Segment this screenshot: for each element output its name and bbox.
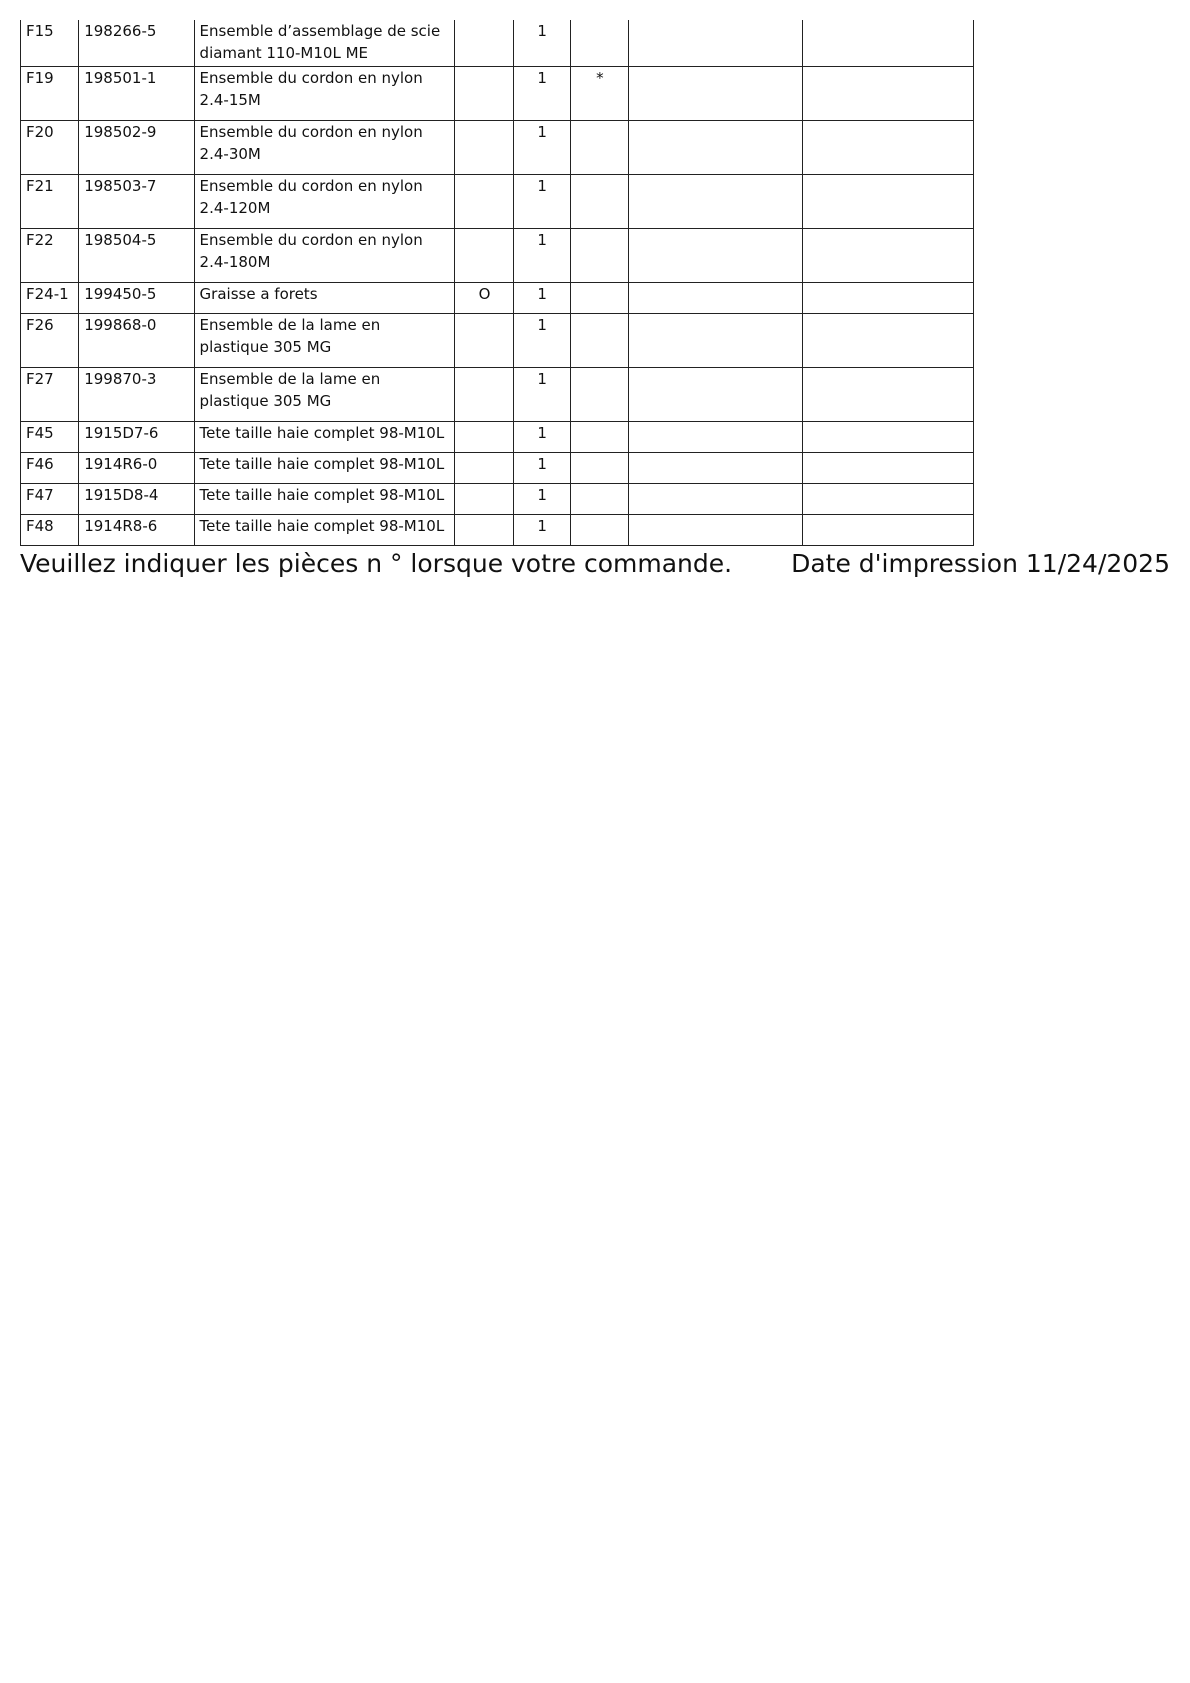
blank-cell (802, 175, 973, 229)
blank-cell (628, 422, 802, 453)
description: Ensemble du cordon en nylon 2.4-180M (194, 229, 455, 283)
blank-cell (802, 20, 973, 67)
description: Tete taille haie complet 98-M10L (194, 422, 455, 453)
print-date: Date d'impression 11/24/2025 (791, 549, 1170, 578)
table-row (21, 283, 974, 314)
description: Ensemble de la lame en plastique 305 MG (194, 368, 455, 422)
note-mark (570, 20, 628, 67)
item-number: F15 (21, 20, 79, 67)
quantity: 1 (513, 283, 570, 314)
quantity: 1 (513, 368, 570, 422)
note-mark (570, 422, 628, 453)
description: Ensemble du cordon en nylon 2.4-30M (194, 121, 455, 175)
quantity: 1 (513, 422, 570, 453)
item-number: F20 (21, 121, 79, 175)
blank-cell (802, 484, 973, 515)
description: Tete taille haie complet 98-M10L (194, 484, 455, 515)
note-mark (570, 368, 628, 422)
blank-cell (802, 229, 973, 283)
item-number: F24-1 (21, 283, 79, 314)
blank-cell (802, 314, 973, 368)
option-mark (455, 229, 513, 283)
part-number: 199868-0 (79, 314, 194, 368)
part-number: 198266-5 (79, 20, 194, 67)
note-mark (570, 229, 628, 283)
option-mark (455, 368, 513, 422)
blank-cell (802, 515, 973, 546)
option-mark (455, 67, 513, 121)
item-number: F47 (21, 484, 79, 515)
blank-cell (628, 121, 802, 175)
item-number: F26 (21, 314, 79, 368)
quantity: 1 (513, 229, 570, 283)
item-number: F22 (21, 229, 79, 283)
part-number: 1914R6-0 (79, 453, 194, 484)
blank-cell (802, 283, 973, 314)
item-number: F45 (21, 422, 79, 453)
option-mark (455, 121, 513, 175)
option-mark (455, 20, 513, 67)
item-number: F46 (21, 453, 79, 484)
option-mark (455, 484, 513, 515)
table-row (21, 121, 974, 175)
option-mark (455, 422, 513, 453)
part-number: 198501-1 (79, 67, 194, 121)
quantity: 1 (513, 314, 570, 368)
quantity: 1 (513, 453, 570, 484)
part-number: 198503-7 (79, 175, 194, 229)
description: Tete taille haie complet 98-M10L (194, 453, 455, 484)
note-mark (570, 283, 628, 314)
item-number: F27 (21, 368, 79, 422)
quantity: 1 (513, 175, 570, 229)
option-mark (455, 175, 513, 229)
option-mark: O (455, 283, 513, 314)
blank-cell (802, 368, 973, 422)
blank-cell (802, 67, 973, 121)
item-number: F19 (21, 67, 79, 121)
note-mark (570, 484, 628, 515)
table-row (21, 484, 974, 515)
part-number: 1915D8-4 (79, 484, 194, 515)
part-number: 198504-5 (79, 229, 194, 283)
table-row (21, 175, 974, 229)
option-mark (455, 453, 513, 484)
description: Tete taille haie complet 98-M10L (194, 515, 455, 546)
parts-table (20, 20, 974, 546)
blank-cell (628, 453, 802, 484)
option-mark (455, 515, 513, 546)
note-mark (570, 121, 628, 175)
description: Ensemble du cordon en nylon 2.4-15M (194, 67, 455, 121)
note-mark (570, 314, 628, 368)
description: Ensemble de la lame en plastique 305 MG (194, 314, 455, 368)
table-row (21, 314, 974, 368)
blank-cell (802, 453, 973, 484)
note-mark (570, 453, 628, 484)
part-number: 199870-3 (79, 368, 194, 422)
blank-cell (628, 175, 802, 229)
blank-cell (802, 422, 973, 453)
table-row (21, 453, 974, 484)
part-number: 199450-5 (79, 283, 194, 314)
note-mark (570, 175, 628, 229)
item-number: F21 (21, 175, 79, 229)
quantity: 1 (513, 20, 570, 67)
quantity: 1 (513, 515, 570, 546)
table-row (21, 422, 974, 453)
blank-cell (628, 368, 802, 422)
quantity: 1 (513, 67, 570, 121)
description: Ensemble d’assemblage de scie diamant 110-M10L ME (194, 20, 455, 67)
part-number: 1914R8-6 (79, 515, 194, 546)
option-mark (455, 314, 513, 368)
part-number: 1915D7-6 (79, 422, 194, 453)
item-number: F48 (21, 515, 79, 546)
order-instruction-note: Veuillez indiquer les pièces n ° lorsque votre commande. (20, 549, 733, 578)
description: Ensemble du cordon en nylon 2.4-120M (194, 175, 455, 229)
quantity: 1 (513, 484, 570, 515)
blank-cell (802, 121, 973, 175)
table-row (21, 20, 974, 67)
blank-cell (628, 314, 802, 368)
table-row (21, 368, 974, 422)
table-row (21, 67, 974, 121)
blank-cell (628, 229, 802, 283)
blank-cell (628, 283, 802, 314)
note-mark (570, 515, 628, 546)
quantity: 1 (513, 121, 570, 175)
part-number: 198502-9 (79, 121, 194, 175)
blank-cell (628, 484, 802, 515)
blank-cell (628, 20, 802, 67)
table-row (21, 515, 974, 546)
note-mark: * (570, 67, 628, 121)
description: Graisse a forets (194, 283, 455, 314)
table-row (21, 229, 974, 283)
blank-cell (628, 515, 802, 546)
blank-cell (628, 67, 802, 121)
